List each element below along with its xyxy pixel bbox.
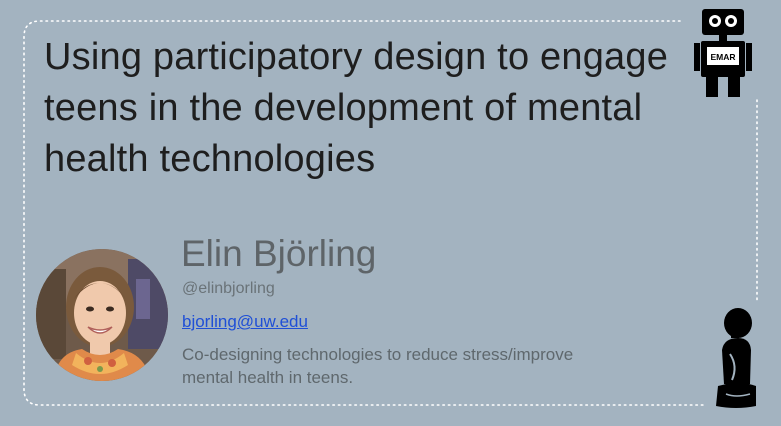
- robot-badge-text: EMAR: [710, 52, 736, 62]
- speaker-name: Elin Björling: [181, 233, 377, 274]
- robot-icon: [693, 6, 753, 98]
- speaker-photo: [36, 249, 168, 381]
- speaker-handle: @elinbjorling: [182, 280, 275, 297]
- speaker-bio: Co-designing technologies to reduce stress/improve mental health in teens.: [182, 345, 574, 387]
- slide-title: Using participatory design to engage teens in the development of mental health technologies: [44, 36, 669, 180]
- speaker-email-link[interactable]: bjorling@uw.edu: [182, 312, 308, 331]
- kneeling-figure-icon: [710, 306, 762, 412]
